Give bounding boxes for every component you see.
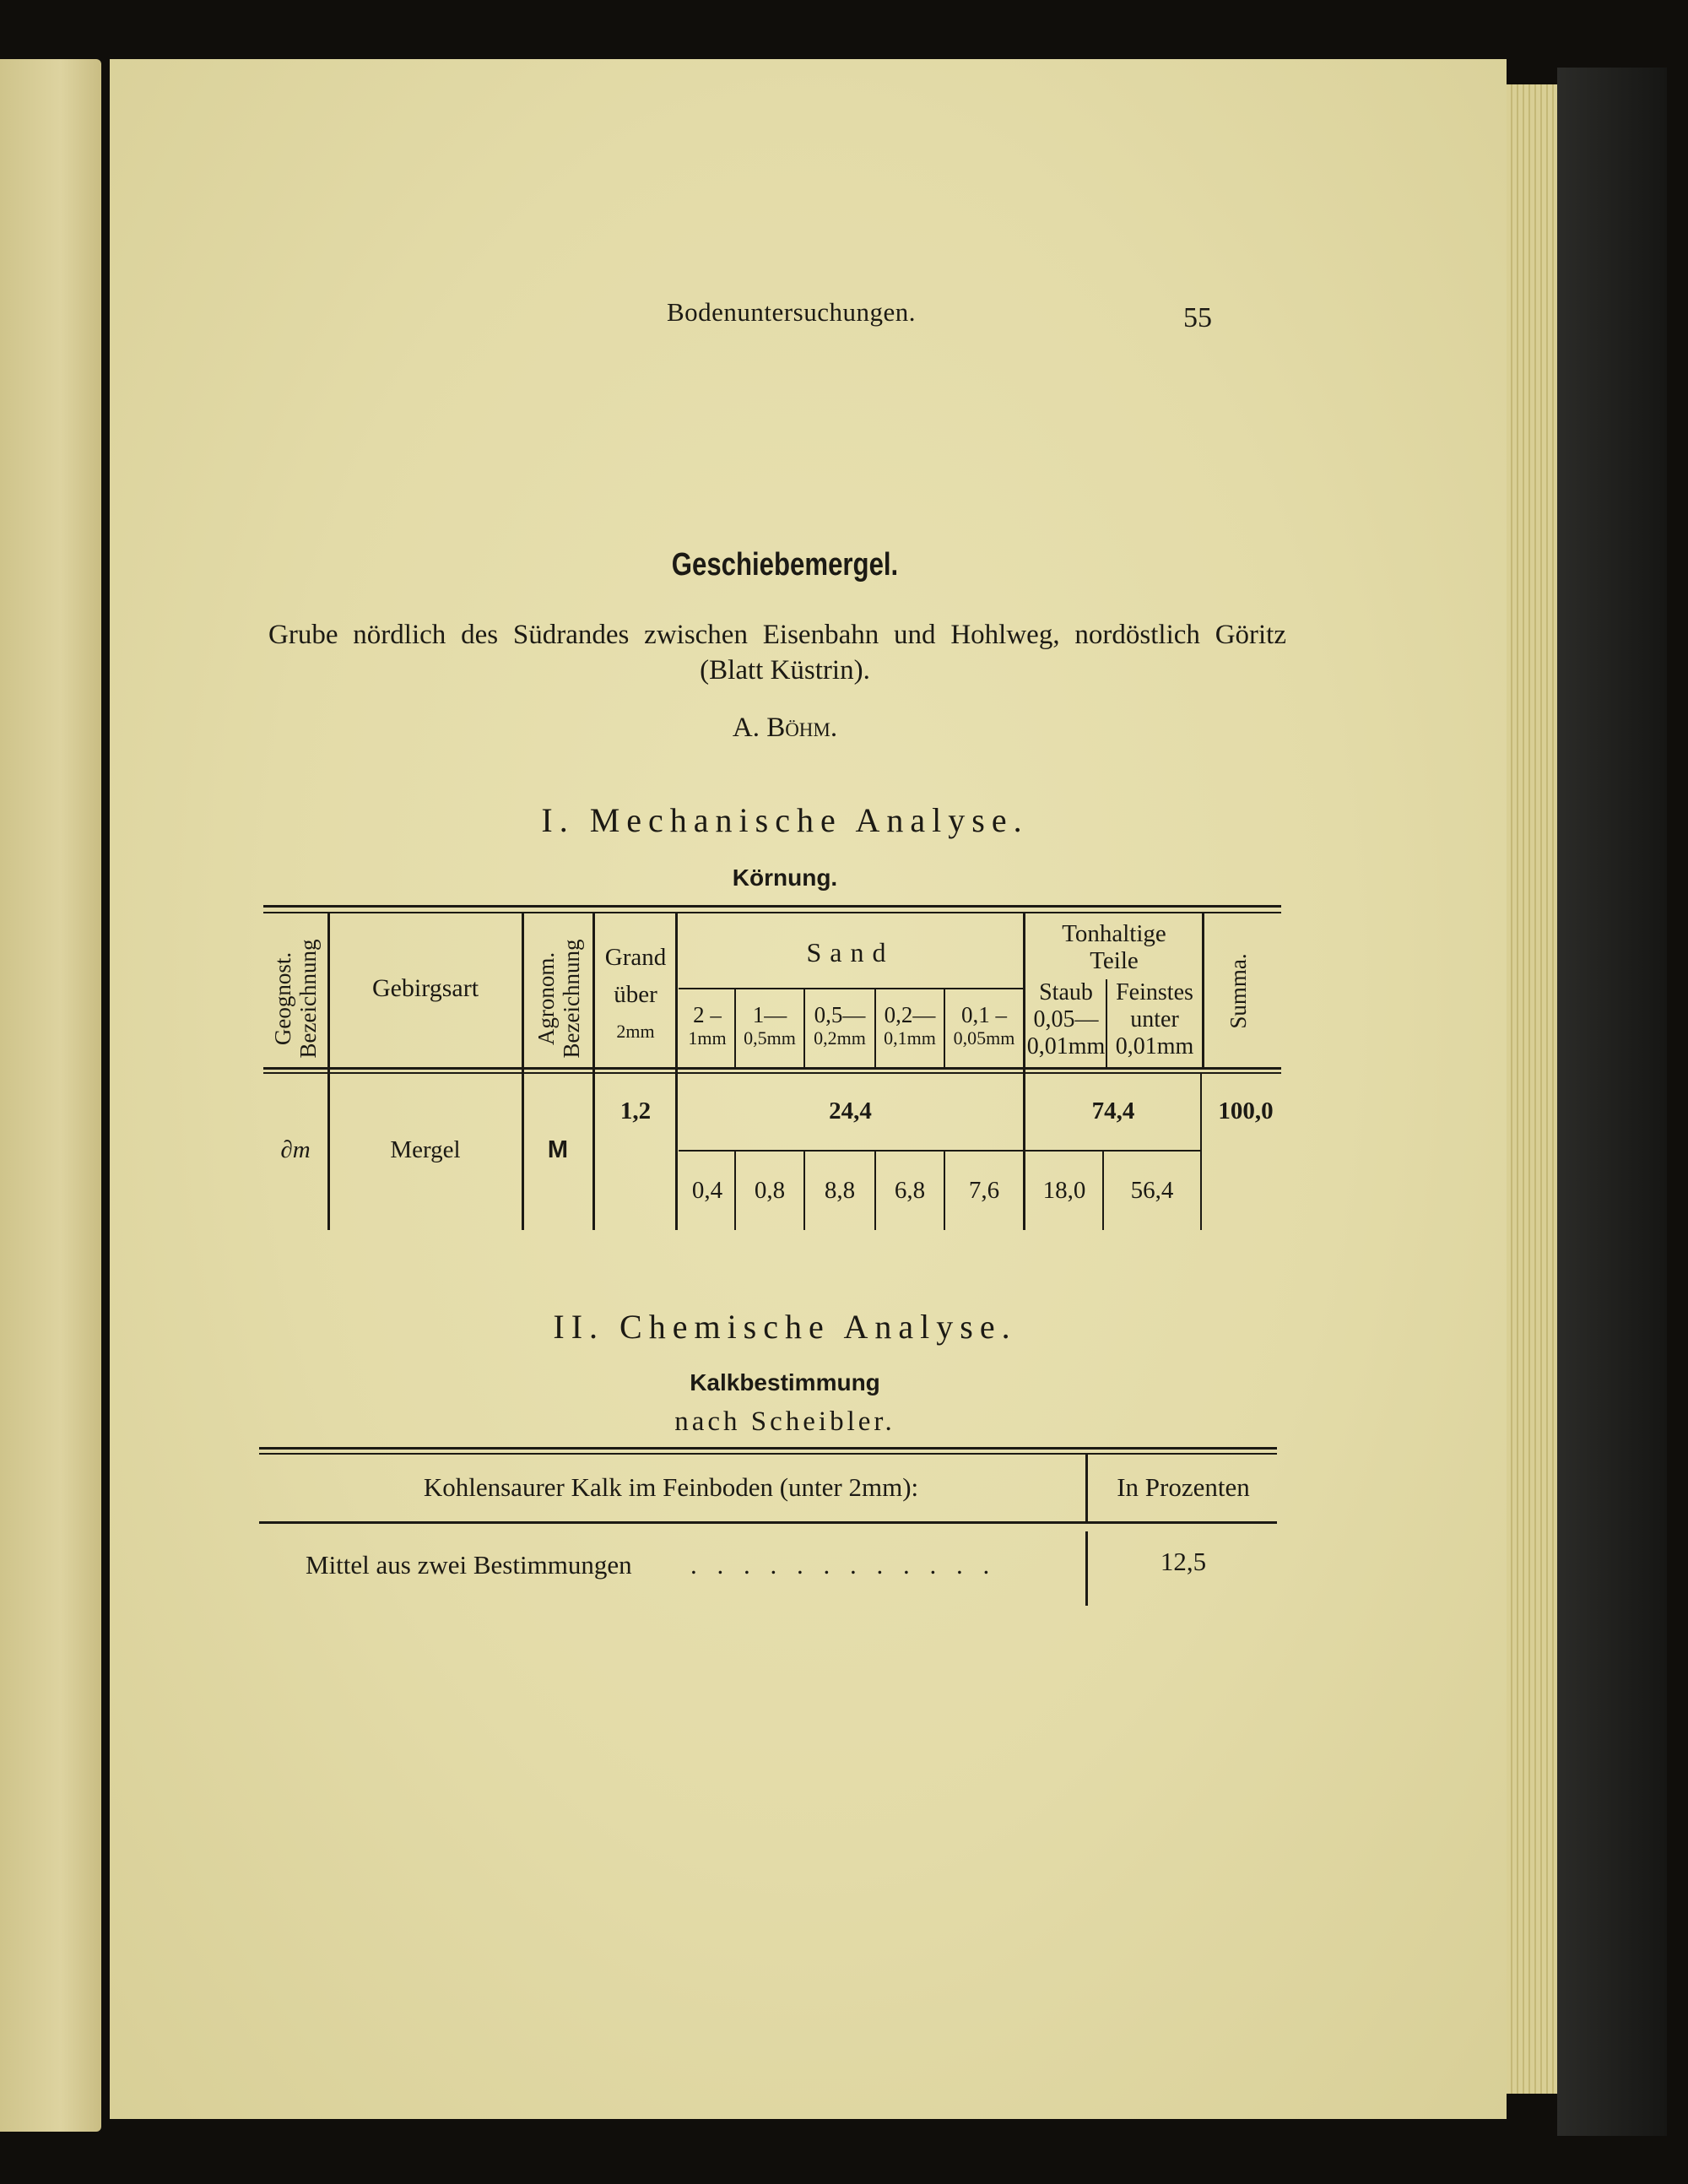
- cell-sand-3: 8,8: [824, 1177, 856, 1204]
- sub-label: 0,5—: [814, 1002, 866, 1027]
- header-sand-2-1: [680, 1003, 734, 1050]
- header-grand: [595, 939, 676, 1050]
- header-gebirgsart: Gebirgsart: [371, 974, 479, 1002]
- section-2-subheading: Kalkbestimmung: [690, 1369, 880, 1395]
- sub-label: 1mm: [688, 1027, 727, 1049]
- header-geognost-line1: Geognost.: [270, 951, 295, 1046]
- table-top-rule-2: [263, 912, 1281, 913]
- cell-feinstes: 56,4: [1130, 1177, 1174, 1204]
- sub-label: 0,1mm: [884, 1027, 936, 1049]
- cell-sand-5: 7,6: [968, 1177, 1000, 1204]
- header-bottom-rule-2: [263, 1072, 1281, 1074]
- section-2-method: nach Scheibler.: [674, 1406, 895, 1437]
- sub-label: 0,05—: [1033, 1006, 1099, 1032]
- sub-label: 2 –: [693, 1002, 722, 1027]
- table-top-rule: [263, 905, 1281, 908]
- header-sand-1-05: [736, 1003, 803, 1050]
- location-line-2: (Blatt Küstrin).: [700, 655, 870, 686]
- kalk-col-divider: [1085, 1455, 1088, 1521]
- cell-agronom: M: [547, 1136, 569, 1163]
- kalk-header-prozent: In Prozenten: [1117, 1472, 1250, 1502]
- left-page-edge: [0, 59, 101, 2132]
- section-1-subheading: Körnung.: [732, 864, 838, 891]
- cell-sand-4: 6,8: [894, 1177, 926, 1204]
- section-1-heading: I. Mechanische Analyse.: [541, 801, 1029, 839]
- col-divider-6: [1202, 912, 1204, 1067]
- section-2-heading: II. Chemische Analyse.: [553, 1308, 1017, 1346]
- cell-sand-1: 0,4: [691, 1177, 723, 1204]
- header-sand-02-01: [876, 1003, 944, 1050]
- location-line-1: Grube nördlich des Südrandes zwischen Eisenbahn und Hohlweg, nordöstlich Göritz: [268, 620, 1286, 650]
- header-geognost: [270, 923, 321, 1075]
- sub-label: 0,01mm: [1026, 1033, 1106, 1059]
- kalk-header-label: Kohlensaurer Kalk im Feinboden (unter 2mm):: [423, 1472, 919, 1502]
- cell-sand-2: 0,8: [754, 1177, 786, 1204]
- page-number: 55: [1183, 302, 1212, 333]
- sub-label: unter: [1130, 1006, 1179, 1032]
- kalk-header-rule: [259, 1521, 1277, 1524]
- kalk-row-label: Mittel aus zwei Bestimmungen: [306, 1550, 632, 1580]
- sub-label: 0,2—: [884, 1002, 936, 1027]
- kalk-col-divider-2: [1085, 1531, 1088, 1606]
- header-grand-line2: über: [614, 981, 657, 1008]
- cell-geognost: ∂m: [280, 1136, 311, 1163]
- kalk-row-dots: . . . . . . . . . . . .: [690, 1550, 997, 1580]
- header-sand-05-02: [805, 1003, 874, 1050]
- cell-summa: 100,0: [1218, 1097, 1274, 1125]
- page: [110, 59, 1507, 2119]
- header-tonhaltige: [1026, 920, 1202, 974]
- page-stack-edge: [1507, 84, 1557, 2094]
- sub-label: 0,1 –: [961, 1002, 1007, 1027]
- sub-label: 0,01mm: [1115, 1033, 1194, 1059]
- header-feinstes: [1107, 979, 1202, 1060]
- header-staub: [1026, 979, 1106, 1060]
- sand-sub-rule: [679, 988, 1023, 989]
- cell-grand: 1,2: [619, 1097, 652, 1125]
- header-tonhaltige-line2: Teile: [1090, 947, 1139, 974]
- header-agronom: [533, 923, 584, 1075]
- kalk-row-value: 12,5: [1160, 1547, 1207, 1576]
- header-sand: Sand: [806, 937, 895, 967]
- kalk-top-rule-2: [259, 1453, 1277, 1455]
- sub-label: 0,2mm: [814, 1027, 866, 1049]
- cell-ton-total: 74,4: [1091, 1097, 1135, 1125]
- author: A. Böhm.: [732, 713, 838, 743]
- col-divider-2: [522, 912, 524, 1230]
- header-tonhaltige-line1: Tonhaltige: [1062, 920, 1166, 947]
- sub-label: 0,5mm: [744, 1027, 796, 1049]
- sub-label: 0,05mm: [953, 1027, 1015, 1049]
- kalk-top-rule: [259, 1447, 1277, 1450]
- cell-staub: 18,0: [1042, 1177, 1086, 1204]
- header-agronom-line2: Bezeichnung: [559, 939, 584, 1059]
- document-title: Geschiebemergel.: [671, 547, 899, 583]
- body-sub-rule: [679, 1150, 1202, 1152]
- book-cover: [1557, 68, 1667, 2136]
- body-sub-divider: [1200, 1074, 1202, 1230]
- running-head: Bodenuntersuchungen.: [667, 297, 916, 327]
- cell-gebirgsart: Mergel: [390, 1136, 461, 1163]
- header-summa: Summa.: [1225, 953, 1251, 1029]
- col-divider-5: [1023, 912, 1025, 1230]
- header-bottom-rule: [263, 1067, 1281, 1070]
- sub-label: Staub: [1039, 979, 1093, 1005]
- header-geognost-line2: Bezeichnung: [295, 939, 321, 1059]
- sub-label: 1—: [752, 1002, 787, 1027]
- header-grand-line1: Grand: [604, 944, 667, 971]
- cell-sand-total: 24,4: [829, 1097, 872, 1125]
- col-divider-1: [327, 912, 330, 1230]
- header-agronom-line1: Agronom.: [533, 951, 559, 1046]
- header-grand-line3: 2mm: [616, 1021, 655, 1042]
- header-sand-01-005: [945, 1003, 1023, 1050]
- sub-label: Feinstes: [1116, 979, 1193, 1005]
